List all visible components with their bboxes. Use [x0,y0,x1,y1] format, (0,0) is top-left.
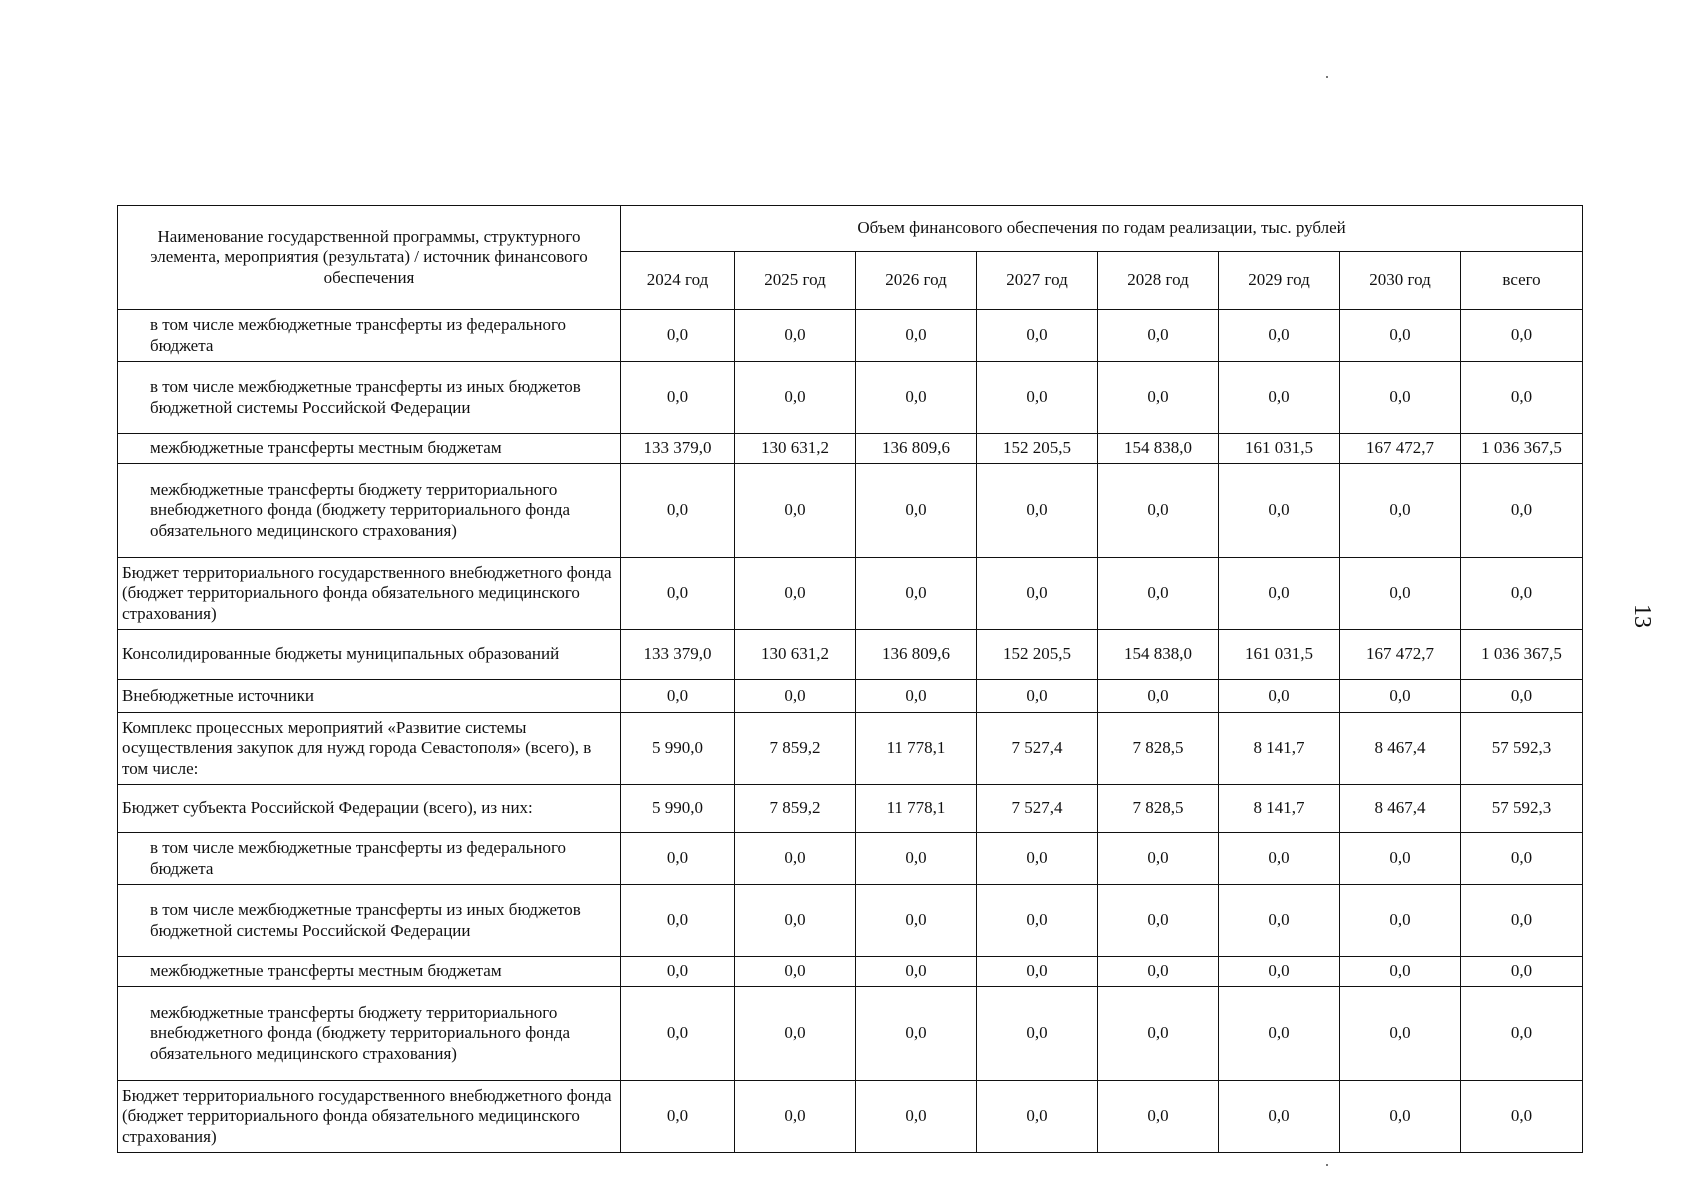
table-row [118,680,1583,713]
cell-value: 0,0 [621,833,735,885]
table-row [118,885,1583,957]
cell-value: 0,0 [735,1081,856,1153]
cell-value: 167 472,7 [1340,630,1461,680]
cell-value: 0,0 [856,558,977,630]
cell-value: 0,0 [977,464,1098,558]
cell-value: 0,0 [621,680,735,713]
cell-value: 0,0 [1098,885,1219,957]
cell-value: 152 205,5 [977,434,1098,464]
table-row [118,630,1583,680]
table-body [118,310,1583,1153]
cell-total: 1 036 367,5 [1461,434,1583,464]
cell-value: 7 859,2 [735,785,856,833]
header-financing-volume: Объем финансового обеспечения по годам реализации, тыс. рублей [621,206,1583,252]
cell-total: 0,0 [1461,833,1583,885]
cell-value: 136 809,6 [856,434,977,464]
cell-value: 0,0 [1219,1081,1340,1153]
cell-value: 5 990,0 [621,785,735,833]
cell-value: 0,0 [1340,1081,1461,1153]
row-label: Внебюджетные источники [118,680,621,713]
cell-value: 0,0 [1098,310,1219,362]
cell-value: 8 467,4 [1340,785,1461,833]
cell-total: 0,0 [1461,362,1583,434]
cell-value: 11 778,1 [856,785,977,833]
cell-value: 0,0 [621,362,735,434]
cell-value: 0,0 [1098,558,1219,630]
cell-total: 57 592,3 [1461,713,1583,785]
table-row [118,362,1583,434]
row-label: межбюджетные трансферты местным бюджетам [118,434,621,464]
cell-value: 0,0 [977,1081,1098,1153]
cell-value: 0,0 [977,558,1098,630]
cell-total: 0,0 [1461,987,1583,1081]
cell-total: 0,0 [1461,1081,1583,1153]
cell-value: 0,0 [1219,680,1340,713]
table-row [118,310,1583,362]
cell-total: 0,0 [1461,885,1583,957]
cell-value: 130 631,2 [735,434,856,464]
cell-total: 0,0 [1461,310,1583,362]
cell-value: 11 778,1 [856,713,977,785]
cell-value: 0,0 [856,1081,977,1153]
table-row [118,464,1583,558]
cell-value: 0,0 [1098,362,1219,434]
row-label: межбюджетные трансферты бюджету территориального внебюджетного фонда (бюджету территориального фонда обязательного медицинского страхования) [118,987,621,1081]
row-label: в том числе межбюджетные трансферты из федерального бюджета [118,310,621,362]
row-label: Бюджет территориального государственного внебюджетного фонда (бюджет территориального фонда обязательного медицинского страхования) [118,1081,621,1153]
cell-total: 0,0 [1461,680,1583,713]
cell-value: 152 205,5 [977,630,1098,680]
cell-value: 0,0 [1340,957,1461,987]
cell-value: 8 467,4 [1340,713,1461,785]
cell-value: 0,0 [621,1081,735,1153]
table-row [118,713,1583,785]
header-total: всего [1461,252,1583,310]
cell-value: 0,0 [1340,362,1461,434]
cell-value: 0,0 [1340,987,1461,1081]
cell-value: 0,0 [1098,680,1219,713]
cell-value: 0,0 [1098,833,1219,885]
cell-value: 0,0 [735,885,856,957]
table-row [118,957,1583,987]
cell-value: 0,0 [856,362,977,434]
header-year: 2025 год [735,252,856,310]
table-row [118,558,1583,630]
cell-value: 130 631,2 [735,630,856,680]
cell-value: 0,0 [856,680,977,713]
page-number: 13 [1629,604,1655,628]
cell-value: 0,0 [856,310,977,362]
cell-value: 0,0 [1098,987,1219,1081]
cell-value: 7 527,4 [977,713,1098,785]
cell-value: 133 379,0 [621,434,735,464]
row-label: межбюджетные трансферты местным бюджетам [118,957,621,987]
cell-value: 0,0 [1219,957,1340,987]
scan-speck [1326,76,1328,78]
cell-value: 0,0 [735,558,856,630]
cell-total: 0,0 [1461,464,1583,558]
header-year: 2026 год [856,252,977,310]
cell-value: 0,0 [1219,558,1340,630]
cell-value: 0,0 [977,957,1098,987]
cell-value: 7 859,2 [735,713,856,785]
cell-value: 0,0 [735,833,856,885]
cell-value: 0,0 [1219,310,1340,362]
cell-value: 0,0 [856,833,977,885]
cell-value: 7 828,5 [1098,785,1219,833]
cell-value: 0,0 [1098,1081,1219,1153]
cell-value: 0,0 [1340,885,1461,957]
cell-value: 0,0 [621,558,735,630]
cell-value: 0,0 [621,987,735,1081]
cell-value: 154 838,0 [1098,630,1219,680]
cell-value: 0,0 [856,957,977,987]
cell-value: 0,0 [735,464,856,558]
cell-value: 0,0 [856,464,977,558]
cell-value: 167 472,7 [1340,434,1461,464]
header-year: 2030 год [1340,252,1461,310]
cell-value: 7 828,5 [1098,713,1219,785]
cell-value: 0,0 [1219,885,1340,957]
cell-value: 0,0 [977,310,1098,362]
cell-value: 0,0 [621,885,735,957]
cell-value: 161 031,5 [1219,630,1340,680]
cell-total: 57 592,3 [1461,785,1583,833]
header-year: 2027 год [977,252,1098,310]
cell-value: 0,0 [735,987,856,1081]
row-label: Бюджет территориального государственного внебюджетного фонда (бюджет территориального фонда обязательного медицинского страхования) [118,558,621,630]
header-name-column: Наименование государственной программы, структурного элемента, мероприятия (результата) / источник финансового обеспечения [118,206,621,310]
cell-value: 0,0 [1340,310,1461,362]
table-row [118,434,1583,464]
cell-value: 0,0 [1340,680,1461,713]
cell-value: 0,0 [1098,957,1219,987]
cell-value: 0,0 [977,885,1098,957]
cell-value: 0,0 [856,987,977,1081]
cell-value: 0,0 [977,987,1098,1081]
table-row [118,833,1583,885]
cell-total: 0,0 [1461,957,1583,987]
row-label: Консолидированные бюджеты муниципальных образований [118,630,621,680]
header-year: 2024 год [621,252,735,310]
table-row [118,785,1583,833]
cell-value: 0,0 [621,464,735,558]
row-label: в том числе межбюджетные трансферты из иных бюджетов бюджетной системы Российской Федерации [118,885,621,957]
cell-value: 0,0 [977,362,1098,434]
cell-value: 0,0 [856,885,977,957]
cell-value: 0,0 [621,957,735,987]
cell-value: 0,0 [1340,558,1461,630]
cell-value: 8 141,7 [1219,785,1340,833]
cell-value: 0,0 [1219,362,1340,434]
cell-value: 0,0 [977,680,1098,713]
cell-total: 0,0 [1461,558,1583,630]
header-year: 2028 год [1098,252,1219,310]
row-label: межбюджетные трансферты бюджету территориального внебюджетного фонда (бюджету территориального фонда обязательного медицинского страхования) [118,464,621,558]
cell-total: 1 036 367,5 [1461,630,1583,680]
row-label: в том числе межбюджетные трансферты из федерального бюджета [118,833,621,885]
scan-speck [1326,1164,1328,1166]
row-label: в том числе межбюджетные трансферты из иных бюджетов бюджетной системы Российской Федерации [118,362,621,434]
cell-value: 0,0 [1219,833,1340,885]
cell-value: 0,0 [1340,833,1461,885]
cell-value: 0,0 [1098,464,1219,558]
cell-value: 0,0 [735,957,856,987]
cell-value: 0,0 [1219,987,1340,1081]
row-label: Комплекс процессных мероприятий «Развитие системы осуществления закупок для нужд города Севастополя» (всего), в том числе: [118,713,621,785]
cell-value: 0,0 [621,310,735,362]
cell-value: 8 141,7 [1219,713,1340,785]
table-row [118,987,1583,1081]
cell-value: 0,0 [735,362,856,434]
cell-value: 0,0 [977,833,1098,885]
cell-value: 133 379,0 [621,630,735,680]
cell-value: 161 031,5 [1219,434,1340,464]
cell-value: 5 990,0 [621,713,735,785]
cell-value: 0,0 [1340,464,1461,558]
cell-value: 154 838,0 [1098,434,1219,464]
table-row [118,1081,1583,1153]
row-label: Бюджет субъекта Российской Федерации (всего), из них: [118,785,621,833]
cell-value: 0,0 [1219,464,1340,558]
cell-value: 7 527,4 [977,785,1098,833]
header-year: 2029 год [1219,252,1340,310]
cell-value: 0,0 [735,310,856,362]
table-header [118,206,1583,310]
financing-table [117,205,1583,1153]
cell-value: 0,0 [735,680,856,713]
cell-value: 136 809,6 [856,630,977,680]
